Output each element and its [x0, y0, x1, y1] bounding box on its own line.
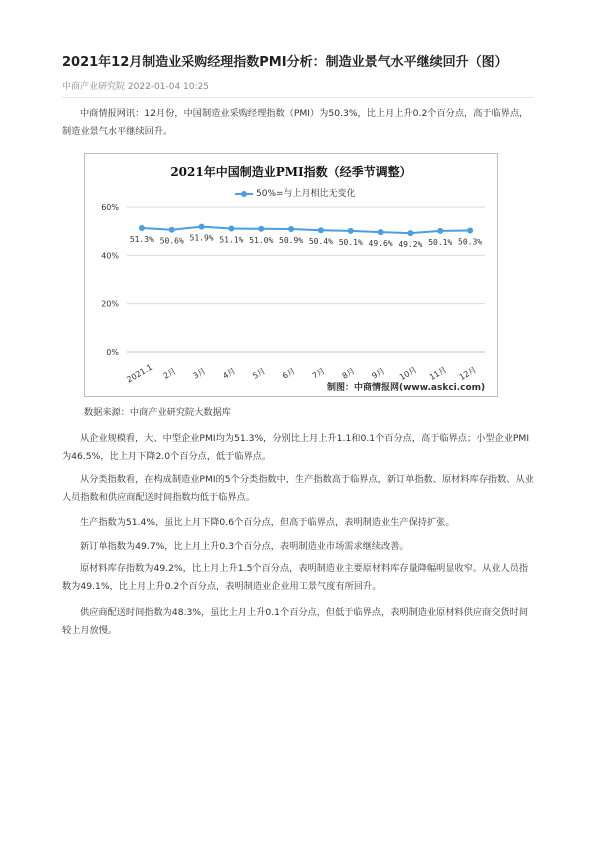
x-tick-label: 7月: [310, 366, 327, 381]
y-tick-label: 60%: [101, 203, 119, 212]
data-label: 50.1%: [338, 237, 363, 247]
data-point: [378, 229, 384, 235]
x-tick-label: 2月: [161, 366, 178, 381]
legend-label: 50%=与上月相比无变化: [256, 189, 356, 199]
data-label: 51.0%: [249, 235, 274, 245]
subindex-paragraph: 从分类指数看，在构成制造业PMI的5个分类指数中，生产指数高于临界点，新订单指数、原材料库存指数、从业人员指数和供应商配送时间指数均低于临界点。: [62, 474, 534, 503]
data-label: 50.1%: [428, 237, 453, 247]
x-tick-label: 4月: [221, 366, 238, 381]
production-paragraph: 生产指数为51.4%，虽比上月下降0.6个百分点，但高于临界点，表明制造业生产保持扩张。: [80, 517, 455, 528]
data-label: 51.1%: [219, 235, 244, 245]
article-datetime: 2022-01-04 10:25: [127, 82, 209, 92]
article-source[interactable]: 中商产业研究院: [62, 82, 126, 92]
data-point: [288, 226, 294, 232]
x-tick-label: 8月: [340, 366, 357, 381]
data-point: [318, 227, 324, 233]
data-label: 50.3%: [458, 237, 483, 247]
chart-source-note: 制图：中商情报网(www.askci.com): [327, 383, 486, 393]
inventory-paragraph: 原材料库存指数为49.2%，比上月上升1.5个百分点，表明制造业主要原材料库存量降幅明显收窄。从业人员指数为49.1%，比上月上升0.2个百分点，表明制造业企业用工景气度有所回升。: [62, 563, 529, 592]
article-meta: [62, 81, 209, 93]
x-tick-label: 12月: [457, 365, 478, 383]
x-tick-label: 6月: [280, 366, 297, 381]
series-line: [142, 227, 470, 234]
data-label: 49.6%: [368, 239, 393, 249]
y-tick-label: 20%: [101, 299, 119, 309]
intro-paragraph: 中商情报网讯：12月份，中国制造业采购经理指数（PMI）为50.3%，比上月上升0.2个百分点，高于临界点，制造业景气水平继续回升。: [62, 108, 529, 137]
y-tick-label: 40%: [101, 251, 119, 261]
data-label: 50.6%: [159, 236, 184, 246]
x-tick-label: 9月: [370, 366, 387, 381]
x-tick-label: 3月: [191, 366, 208, 381]
x-tick-label: 11月: [427, 365, 449, 383]
data-label: 51.9%: [189, 233, 214, 243]
x-tick-label: 5月: [251, 366, 267, 381]
pmi-chart: [84, 153, 498, 397]
data-point: [348, 228, 354, 234]
data-point: [199, 224, 205, 230]
data-point: [437, 228, 443, 234]
legend-line-icon: [235, 189, 253, 199]
data-point: [139, 225, 145, 231]
data-label: 50.4%: [308, 237, 333, 247]
article-title: 2021年12月制造业采购经理指数PMI分析：制造业景气水平继续回升（图）: [62, 55, 508, 70]
x-tick-label: 2021.1: [125, 362, 155, 385]
chart-legend: [235, 188, 356, 200]
data-point: [228, 226, 234, 232]
company-size-paragraph: 从企业规模看，大、中型企业PMI均为51.3%，分别比上月上升1.1和0.1个百分点，高于临界点；小型企业PMI为46.5%，比上月下降2.0个百分点，低于临界点。: [62, 433, 530, 462]
data-point: [467, 227, 473, 233]
new-orders-paragraph: 新订单指数为49.7%，比上月上升0.3个百分点，表明制造业市场需求继续改善。: [80, 541, 409, 552]
x-tick-label: 10月: [398, 365, 419, 383]
y-tick-label: 0%: [106, 348, 119, 357]
data-point: [169, 227, 175, 233]
chart-title: 2021年中国制造业PMI指数（经季节调整）: [170, 165, 412, 179]
data-label: 51.3%: [129, 235, 154, 245]
data-label: 50.9%: [279, 235, 304, 245]
title-divider: [62, 97, 534, 98]
data-label: 49.2%: [398, 240, 423, 250]
supplier-paragraph: 供应商配送时间指数为48.3%，虽比上月上升0.1个百分点，但低于临界点，表明制造业原材料供应商交货时间较上月放慢。: [62, 607, 529, 636]
data-point: [407, 230, 413, 236]
data-point: [258, 226, 264, 232]
data-source-paragraph: 数据来源：中商产业研究院大数据库: [84, 407, 231, 418]
